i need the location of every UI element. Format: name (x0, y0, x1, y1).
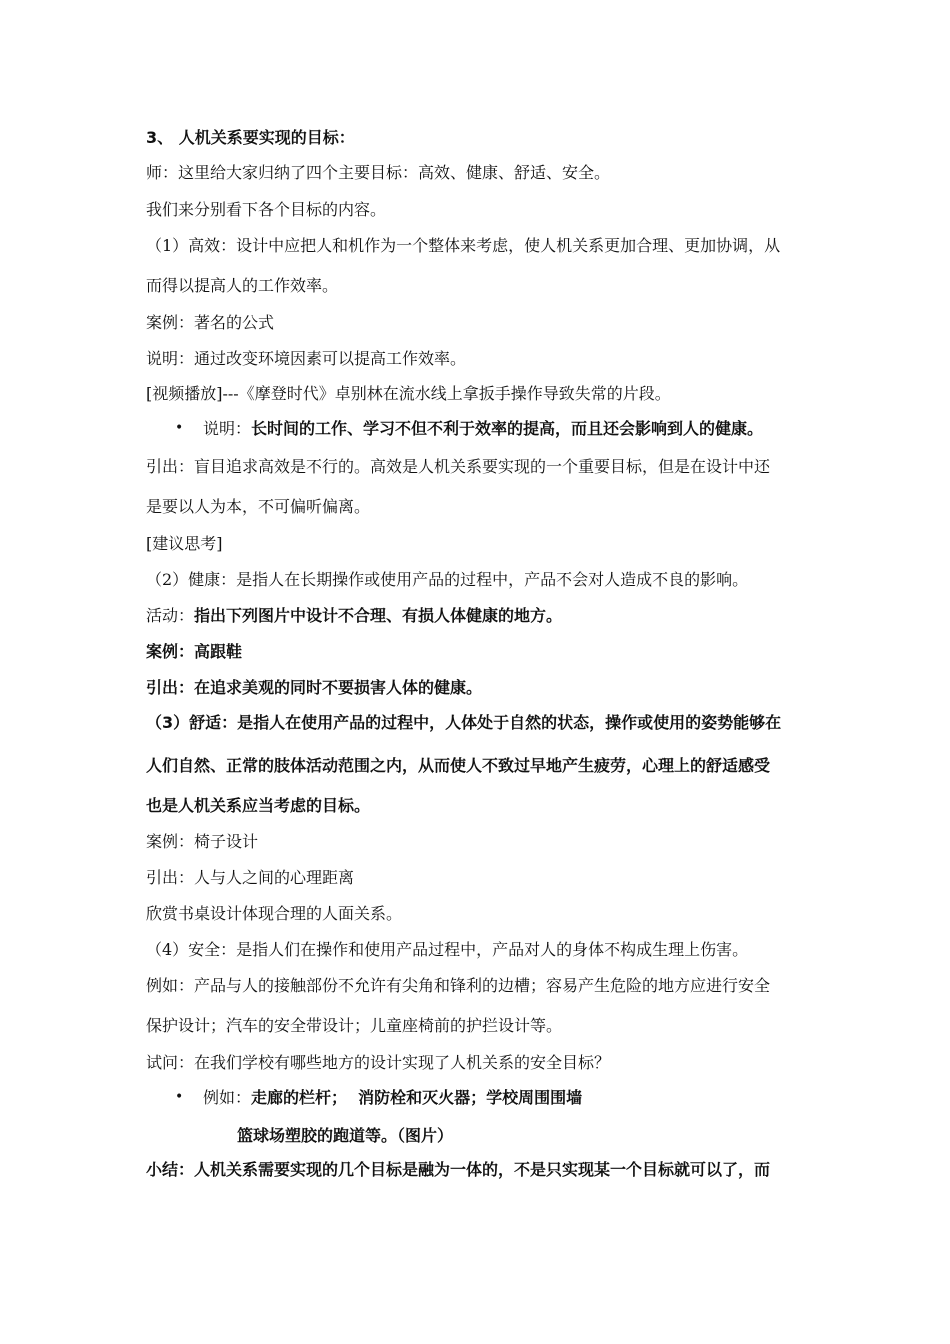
paragraph: 案例：椅子设计 (146, 832, 259, 851)
paragraph: 是要以人为本，不可偏听偏离。 (146, 497, 371, 516)
activity-label: 活动： (146, 606, 195, 625)
paragraph: 说明：通过改变环境因素可以提高工作效率。 (146, 349, 467, 368)
paragraph: 案例：著名的公式 (146, 313, 275, 332)
paragraph: 案例：高跟鞋 (146, 642, 243, 661)
bullet-marker: • (175, 1089, 184, 1105)
bullet-text: 走廊的栏杆； 消防栓和灭火器；学校周围围墙 (251, 1088, 583, 1107)
paragraph: [建议思考] (146, 534, 223, 553)
bullet-text: 长时间的工作、学习不但不利于效率的提高，而且还会影响到人的健康。 (251, 419, 764, 438)
section-heading: 3、 人机关系要实现的目标： (146, 128, 355, 147)
paragraph: （4）安全：是指人们在操作和使用产品过程中，产品对人的身体不构成生理上伤害。 (146, 940, 749, 959)
paragraph: 师：这里给大家归纳了四个主要目标：高效、健康、舒适、安全。 (146, 163, 611, 182)
paragraph: （2）健康：是指人在长期操作或使用产品的过程中，产品不会对人造成不良的影响。 (146, 570, 749, 589)
paragraph: 而得以提高人的工作效率。 (146, 276, 339, 295)
bullet-marker: • (175, 420, 184, 436)
paragraph: 试问：在我们学校有哪些地方的设计实现了人机关系的安全目标？ (146, 1053, 611, 1072)
bullet-label: 说明： (203, 419, 252, 438)
paragraph: [视频播放]---《摩登时代》卓别林在流水线上拿扳手操作导致失常的片段。 (146, 384, 671, 403)
bullet-label: 例如： (203, 1088, 252, 1107)
paragraph: 也是人机关系应当考虑的目标。 (146, 796, 371, 815)
bullet-item (203, 1088, 582, 1108)
bullet-continuation: 篮球场塑胶的跑道等。（图片） (237, 1126, 454, 1145)
paragraph (146, 606, 562, 626)
paragraph: 例如：产品与人的接触部份不允许有尖角和锋利的边槽；容易产生危险的地方应进行安全 (146, 976, 771, 995)
paragraph: 我们来分别看下各个目标的内容。 (146, 200, 387, 219)
paragraph: 欣赏书桌设计体现合理的人面关系。 (146, 904, 403, 923)
paragraph: 引出：人与人之间的心理距离 (146, 868, 355, 887)
paragraph: 人们自然、正常的肢体活动范围之内，从而使人不致过早地产生疲劳，心理上的舒适感受 (146, 756, 771, 775)
paragraph: 引出：在追求美观的同时不要损害人体的健康。 (146, 678, 483, 697)
paragraph: （3）舒适：是指人在使用产品的过程中，人体处于自然的状态，操作或使用的姿势能够在 (146, 713, 782, 732)
summary-paragraph: 小结：人机关系需要实现的几个目标是融为一体的，不是只实现某一个目标就可以了，而 (146, 1160, 771, 1179)
paragraph: 保护设计；汽车的安全带设计；儿童座椅前的护拦设计等。 (146, 1016, 563, 1035)
bullet-item (203, 419, 763, 439)
paragraph: （1）高效：设计中应把人和机作为一个整体来考虑，使人机关系更加合理、更加协调，从 (146, 236, 781, 255)
paragraph: 引出：盲目追求高效是不行的。高效是人机关系要实现的一个重要目标，但是在设计中还 (146, 457, 771, 476)
activity-text: 指出下列图片中设计不合理、有损人体健康的地方。 (194, 606, 563, 625)
